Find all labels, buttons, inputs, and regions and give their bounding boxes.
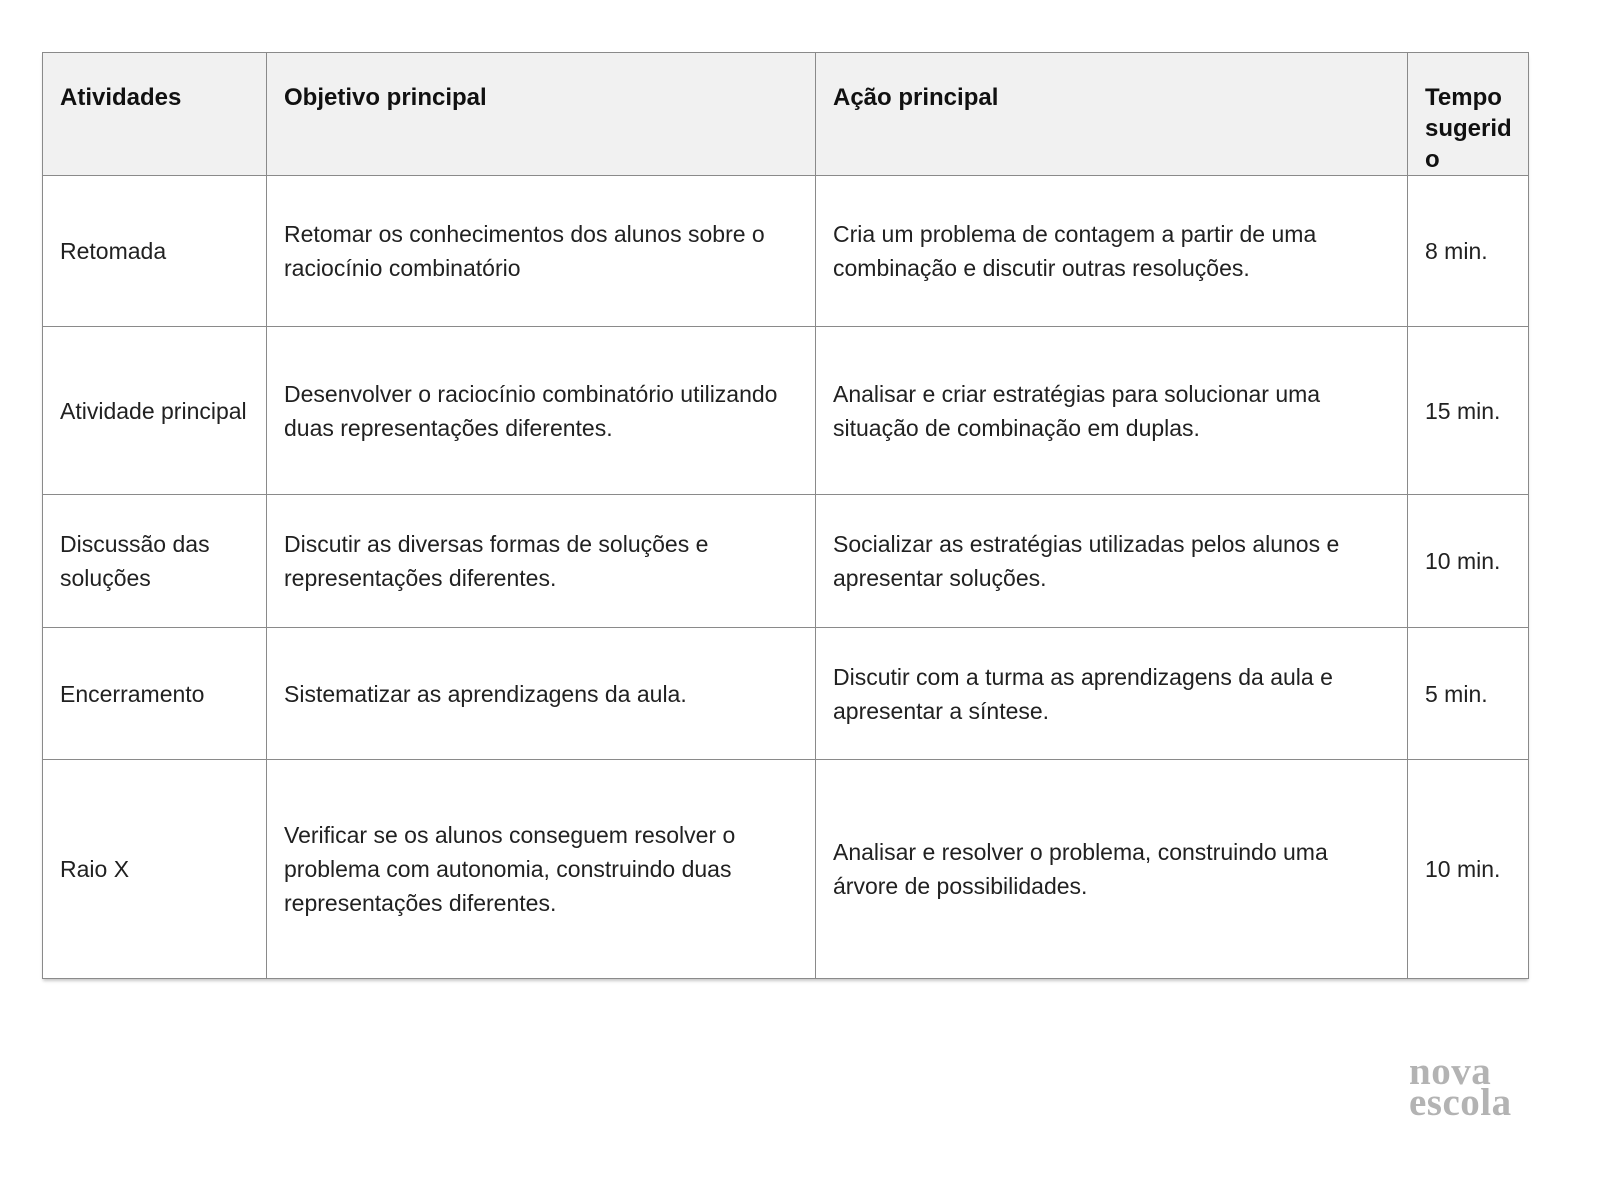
- table-row-discussao-das-solucoes: [43, 495, 1529, 628]
- cell-acao: Socializar as estratégias utilizadas pelos alunos e apresentar soluções.: [816, 495, 1408, 628]
- cell-tempo: 8 min.: [1408, 176, 1529, 327]
- header-row: [43, 53, 1529, 176]
- nova-escola-logo: [1409, 1050, 1512, 1124]
- table-row-atividade-principal: [43, 327, 1529, 495]
- cell-atividade: Discussão das soluções: [43, 495, 267, 628]
- table-row-retomada: [43, 176, 1529, 327]
- cell-tempo: 15 min.: [1408, 327, 1529, 495]
- header-acao-principal: Ação principal: [816, 53, 1408, 176]
- header-atividades: Atividades: [43, 53, 267, 176]
- table-row-raio-x: [43, 760, 1529, 979]
- cell-acao: Discutir com a turma as aprendizagens da aula e apresentar a síntese.: [816, 628, 1408, 760]
- cell-acao: Analisar e criar estratégias para solucionar uma situação de combinação em duplas.: [816, 327, 1408, 495]
- cell-atividade: Raio X: [43, 760, 267, 979]
- header-objetivo-principal: Objetivo principal: [267, 53, 816, 176]
- cell-tempo: 10 min.: [1408, 495, 1529, 628]
- cell-tempo: 10 min.: [1408, 760, 1529, 979]
- cell-objetivo: Sistematizar as aprendizagens da aula.: [267, 628, 816, 760]
- cell-atividade: Atividade principal: [43, 327, 267, 495]
- logo-line-escola: escola: [1409, 1081, 1512, 1124]
- cell-acao: Analisar e resolver o problema, construindo uma árvore de possibilidades.: [816, 760, 1408, 979]
- header-tempo-sugerido: Tempo sugerido: [1408, 53, 1529, 176]
- cell-atividade: Retomada: [43, 176, 267, 327]
- cell-tempo: 5 min.: [1408, 628, 1529, 760]
- cell-objetivo: Retomar os conhecimentos dos alunos sobre o raciocínio combinatório: [267, 176, 816, 327]
- cell-objetivo: Discutir as diversas formas de soluções e representações diferentes.: [267, 495, 816, 628]
- cell-acao: Cria um problema de contagem a partir de uma combinação e discutir outras resoluções.: [816, 176, 1408, 327]
- lesson-plan-table: [42, 52, 1529, 979]
- table-row-encerramento: [43, 628, 1529, 760]
- logo-line-nova: nova: [1409, 1050, 1492, 1093]
- cell-atividade: Encerramento: [43, 628, 267, 760]
- cell-objetivo: Verificar se os alunos conseguem resolver o problema com autonomia, construindo duas representações diferentes.: [267, 760, 816, 979]
- cell-objetivo: Desenvolver o raciocínio combinatório utilizando duas representações diferentes.: [267, 327, 816, 495]
